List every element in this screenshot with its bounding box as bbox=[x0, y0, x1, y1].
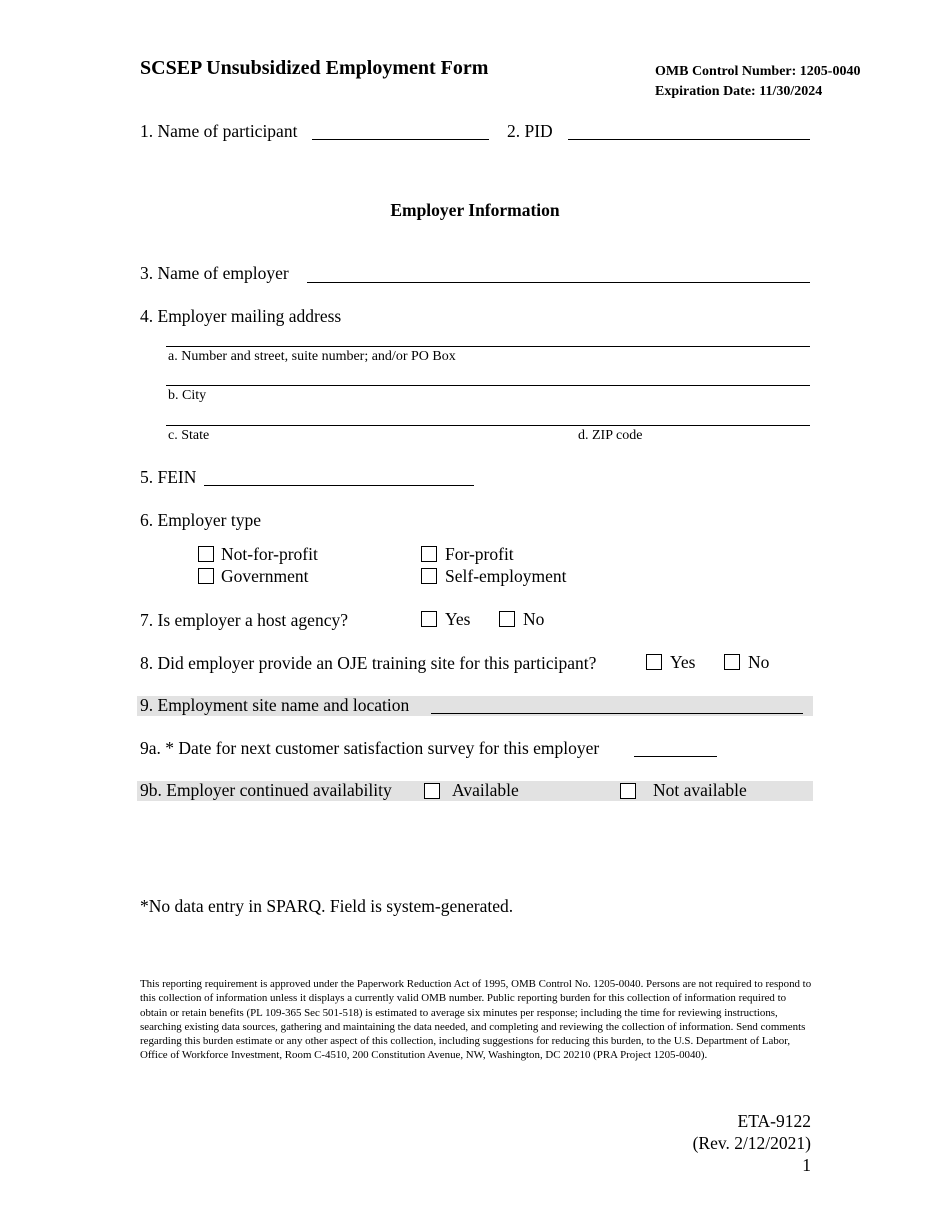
not-available-checkbox[interactable] bbox=[620, 783, 636, 799]
not-for-profit-label: Not-for-profit bbox=[221, 544, 318, 564]
street-label: a. Number and street, suite number; and/or PO Box bbox=[168, 349, 456, 364]
oje-yes-label: Yes bbox=[670, 652, 696, 672]
employer-type-label: 6. Employer type bbox=[140, 510, 262, 530]
government-checkbox[interactable] bbox=[198, 568, 214, 584]
zip-label: d. ZIP code bbox=[578, 428, 643, 443]
omb-control-number: OMB Control Number: 1205-0040 bbox=[655, 64, 861, 79]
host-agency-yes-checkbox[interactable] bbox=[421, 611, 437, 627]
page-number: 1 bbox=[802, 1155, 811, 1175]
government-label: Government bbox=[221, 566, 309, 586]
pid-label: 2. PID bbox=[507, 121, 553, 141]
mailing-address-label: 4. Employer mailing address bbox=[140, 306, 342, 326]
for-profit-checkbox[interactable] bbox=[421, 546, 437, 562]
not-for-profit-checkbox[interactable] bbox=[198, 546, 214, 562]
employment-site-label: 9. Employment site name and location bbox=[140, 695, 410, 715]
for-profit-label: For-profit bbox=[445, 544, 514, 564]
host-agency-yes-label: Yes bbox=[445, 609, 471, 629]
state-label: c. State bbox=[168, 428, 210, 443]
oje-no-label: No bbox=[748, 652, 770, 672]
participant-name-label: 1. Name of participant bbox=[140, 121, 298, 141]
self-employment-checkbox[interactable] bbox=[421, 568, 437, 584]
zip-field[interactable] bbox=[574, 425, 810, 426]
form-footer bbox=[693, 1110, 811, 1176]
participant-name-field[interactable] bbox=[312, 139, 489, 140]
form-number: ETA-9122 bbox=[737, 1111, 811, 1131]
available-label: Available bbox=[452, 780, 519, 800]
city-field[interactable] bbox=[166, 385, 810, 386]
omb-info bbox=[655, 62, 860, 102]
host-agency-label: 7. Is employer a host agency? bbox=[140, 610, 348, 630]
revision-date: (Rev. 2/12/2021) bbox=[692, 1133, 811, 1153]
survey-date-label: 9a. * Date for next customer satisfaction survey for this employer bbox=[140, 738, 600, 758]
oje-training-label: 8. Did employer provide an OJE training site for this participant? bbox=[140, 653, 597, 673]
employment-site-field[interactable] bbox=[431, 713, 803, 714]
pid-field[interactable] bbox=[568, 139, 810, 140]
section-title-employer-information: Employer Information bbox=[390, 200, 560, 220]
form-title: SCSEP Unsubsidized Employment Form bbox=[140, 57, 489, 79]
employer-name-field[interactable] bbox=[307, 282, 810, 283]
not-available-label: Not available bbox=[653, 780, 747, 800]
street-field[interactable] bbox=[166, 346, 810, 347]
fein-label: 5. FEIN bbox=[140, 467, 197, 487]
available-checkbox[interactable] bbox=[424, 783, 440, 799]
system-generated-note: *No data entry in SPARQ. Field is system-generated. bbox=[140, 896, 514, 916]
host-agency-no-checkbox[interactable] bbox=[499, 611, 515, 627]
expiration-date: Expiration Date: 11/30/2024 bbox=[655, 84, 823, 99]
survey-date-field[interactable] bbox=[634, 756, 717, 757]
fein-field[interactable] bbox=[204, 485, 474, 486]
self-employment-label: Self-employment bbox=[445, 566, 567, 586]
employer-name-label: 3. Name of employer bbox=[140, 263, 289, 283]
paperwork-reduction-statement: This reporting requirement is approved under the Paperwork Reduction Act of 1995, OMB Control No. 1205-0040. Persons are not required to respond to this collection of information unless it displays a currently valid OMB number. Public reporting burden for this collection of information required to obtain or retain benefits (PL 109-365 Sec 501-518) is estimated to average six minutes per response; including the time for reviewing instructions, searching existing data sources, gathering and maintaining the data needed, and completing and reviewing the collection of information. Send comments regarding this burden estimate or any other aspect of this collection, including suggestions for reducing this burden, to the U.S. Department of Labor, Office of Workforce Investment, Room C-4510, 200 Constitution Avenue, NW, Washington, DC 20210 (PRA Project 1205-0040). bbox=[140, 978, 812, 1062]
city-label: b. City bbox=[168, 388, 207, 403]
host-agency-no-label: No bbox=[523, 609, 545, 629]
availability-label: 9b. Employer continued availability bbox=[140, 780, 392, 800]
oje-no-checkbox[interactable] bbox=[724, 654, 740, 670]
oje-yes-checkbox[interactable] bbox=[646, 654, 662, 670]
state-field[interactable] bbox=[166, 425, 574, 426]
